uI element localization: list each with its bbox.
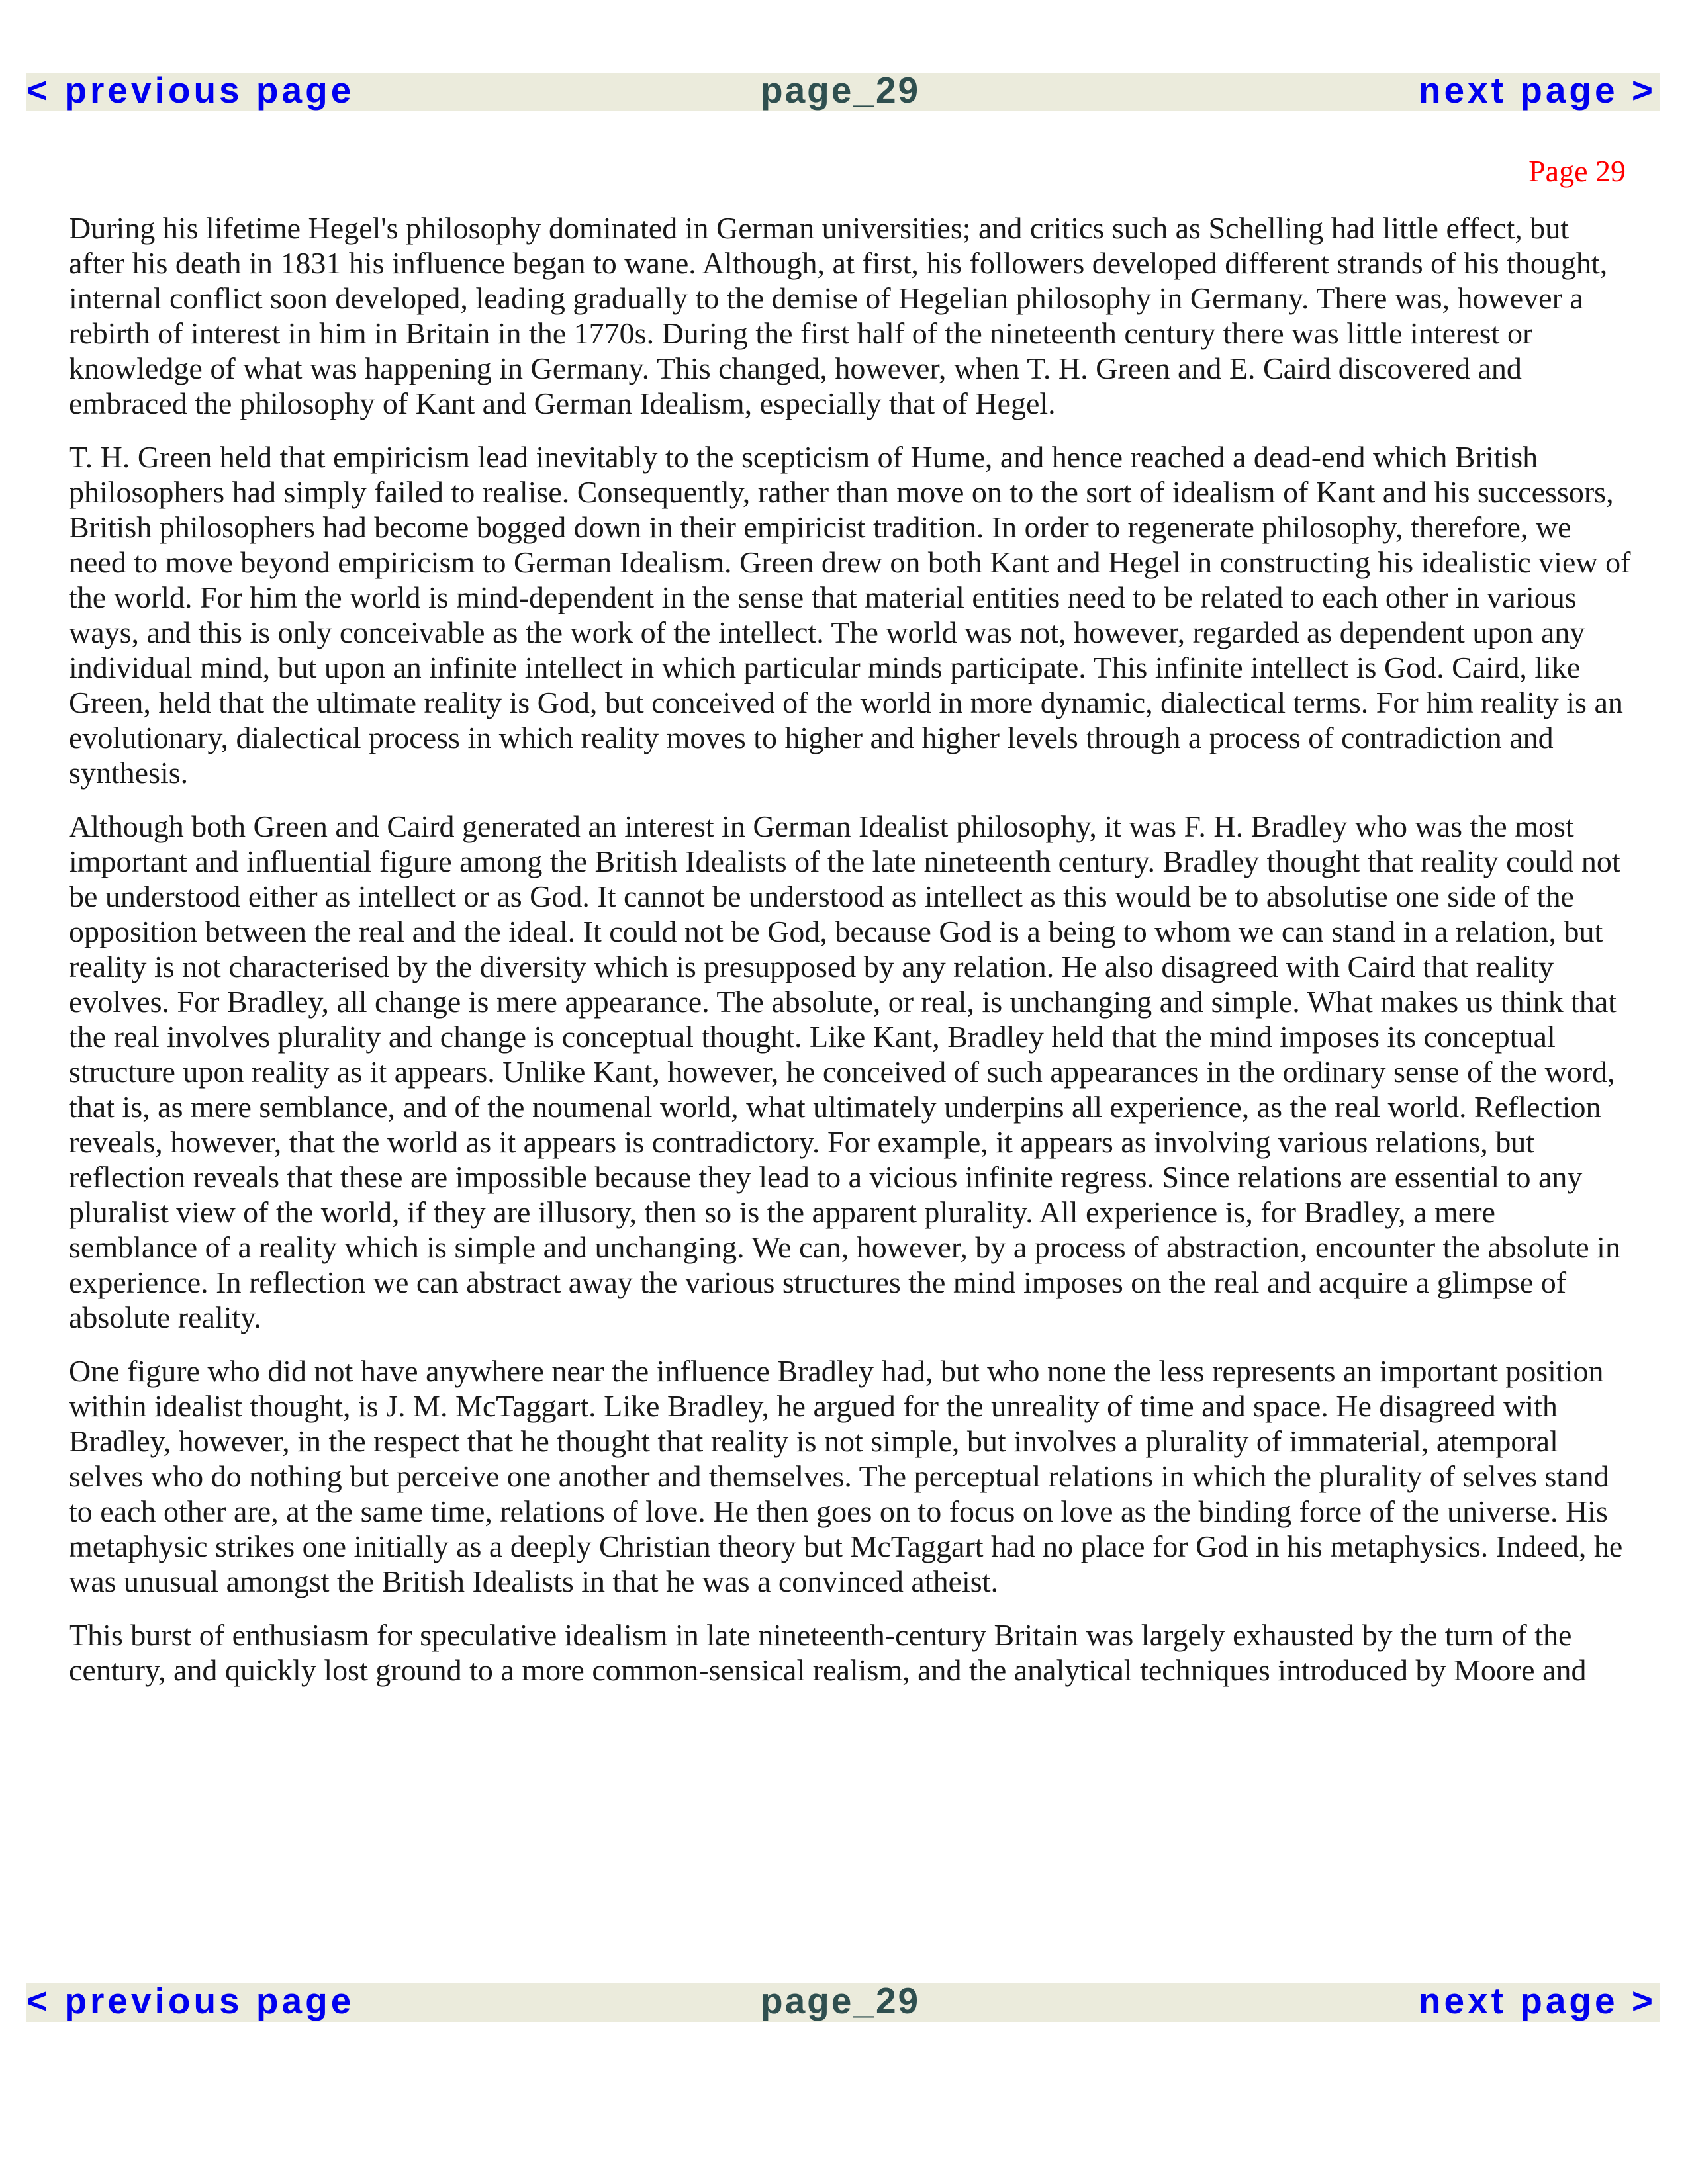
paragraph: This burst of enthusiasm for speculative idealism in late nineteenth-century Britain was largely exhausted by the turn of the century, and quickly lost ground to a more common-sensical realism, and the analytical techniques introduced by Moore and [69, 1618, 1587, 1687]
bottom-navigation-bar [26, 1980, 1660, 2022]
paragraph: One figure who did not have anywhere near the influence Bradley had, but who none the less represents an important position within idealist thought, is J. M. McTaggart. Like Bradley, he argued for the unreality of time and space. He disagreed with Bradley, however, in the respect that he thought that reality is not simple, but involves a plurality of immaterial, atemporal selves who do nothing but perceive one another and themselves. The perceptual relations in which the plurality of selves stand to each other are, at the same time, relations of love. He then goes on to focus on love as the binding force of the universe. His metaphysic strikes one initially as a deeply Christian theory but McTaggart had no place for God in his metaphysics. Indeed, he was unusual amongst the British Idealists in that he was a convinced atheist. [69, 1354, 1623, 1598]
page-number: Page 29 [1528, 154, 1626, 188]
next-page-link[interactable]: next page > [1418, 1980, 1656, 2021]
current-page-label: page_29 [761, 69, 921, 111]
paragraph: During his lifetime Hegel's philosophy dominated in German universities; and critics such as Schelling had little effect, but after his death in 1831 his influence began to wane. Although, at first, his followers developed different strands of his thought, internal conflict soon developed, leading gradually to the demise of Hegelian philosophy in Germany. There was, however a rebirth of interest in him in Britain in the 1770s. During the first half of the nineteenth century there was little interest or knowledge of what was happening in Germany. This changed, however, when T. H. Green and E. Caird discovered and embraced the philosophy of Kant and German Idealism, especially that of Hegel. [69, 211, 1608, 420]
next-page-link[interactable]: next page > [1418, 69, 1656, 111]
previous-page-link[interactable]: < previous page [26, 69, 355, 111]
previous-page-link[interactable]: < previous page [26, 1980, 355, 2021]
paragraph: Although both Green and Caird generated an interest in German Idealist philosophy, it was F. H. Bradley who was the most important and influential figure among the British Idealists of the late nineteenth century. Bradley thought that reality could not be understood either as intellect or as God. It cannot be understood as intellect as this would be to absolutise one side of the opposition between the real and the ideal. It could not be God, because God is a being to whom we can stand in a relation, but reality is not characterised by the diversity which is presupposed by any relation. He also disagreed with Caird that reality evolves. For Bradley, all change is mere appearance. The absolute, or real, is unchanging and simple. What makes us think that the real involves plurality and change is conceptual thought. Like Kant, Bradley held that the mind imposes its conceptual structure upon reality as it appears. Unlike Kant, however, he conceived of such appearances in the ordinary sense of the word, that is, as mere semblance, and of the noumenal world, what ultimately underpins all experience, as the real world. Reflection reveals, however, that the world as it appears is contradictory. For example, it appears as involving various relations, but reflection reveals that these are impossible because they lead to a vicious infinite regress. Since relations are essential to any pluralist view of the world, if they are illusory, then so is the apparent plurality. All experience is, for Bradley, a mere semblance of a reality which is simple and unchanging. We can, however, by a process of abstraction, encounter the absolute in experience. In reflection we can abstract away the various structures the mind imposes on the real and acquire a glimpse of absolute reality. [69, 809, 1620, 1334]
paragraph: T. H. Green held that empiricism lead inevitably to the scepticism of Hume, and hence reached a dead-end which British philosophers had simply failed to realise. Consequently, rather than move on to the sort of idealism of Kant and his successors, British philosophers had become bogged down in their empiricist tradition. In order to regenerate philosophy, therefore, we need to move beyond empiricism to German Idealism. Green drew on both Kant and Hegel in constructing his idealistic view of the world. For him the world is mind-dependent in the sense that material entities need to be related to each other in various ways, and this is only conceivable as the work of the intellect. The world was not, however, regarded as dependent upon any individual mind, but upon an infinite intellect in which particular minds participate. This infinite intellect is God. Caird, like Green, held that the ultimate reality is God, but conceived of the world in more dynamic, dialectical terms. For him reality is an evolutionary, dialectical process in which reality moves to higher and higher levels through a process of contradiction and synthesis. [69, 440, 1631, 790]
top-navigation-bar [26, 69, 1660, 111]
page-content [69, 210, 1631, 1706]
current-page-label: page_29 [761, 1980, 921, 2021]
